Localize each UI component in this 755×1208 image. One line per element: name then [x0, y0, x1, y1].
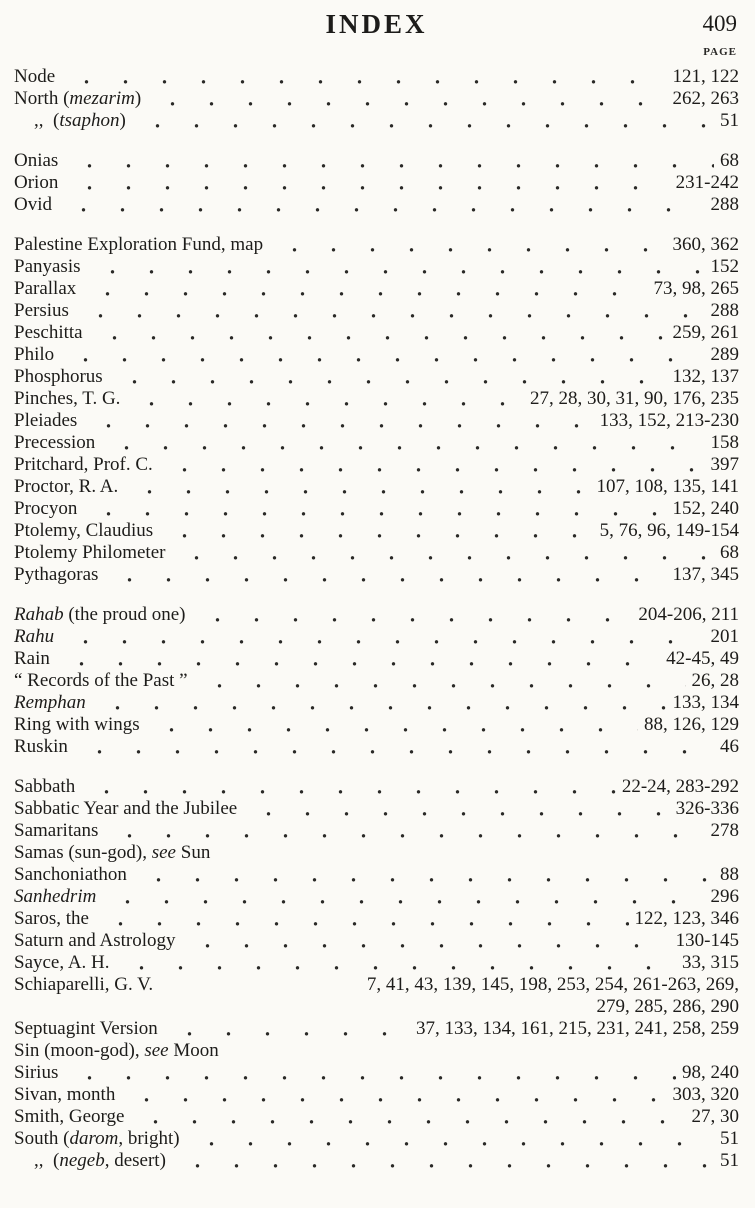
- entry-pages: 5, 76, 96, 149-154: [599, 520, 739, 541]
- index-entry: [14, 736, 739, 758]
- entry-label: Rahab (the proud one): [14, 604, 186, 625]
- entry-label: Ovid: [14, 194, 52, 215]
- entry-pages: 121, 122: [672, 66, 739, 87]
- index-entry: [14, 476, 739, 498]
- entry-pages: 397: [710, 454, 739, 475]
- page-title: INDEX: [325, 9, 428, 39]
- entry-label: Rahu: [14, 626, 55, 647]
- entry-label: Palestine Exploration Fund, map: [14, 234, 264, 255]
- dot-leader: [138, 110, 714, 132]
- index-entry-continuation: [14, 996, 739, 1018]
- entry-pages: 27, 28, 30, 31, 90, 176, 235: [530, 388, 739, 409]
- index-entry: [14, 1018, 739, 1040]
- dot-leader: [192, 1128, 714, 1150]
- entry-pages: 46: [720, 736, 739, 757]
- entry-label: Precession: [14, 432, 96, 453]
- entry-pages: 68: [720, 542, 739, 563]
- dot-leader: [165, 520, 594, 542]
- entry-label: Pinches, T. G.: [14, 388, 121, 409]
- entry-pages: 137, 345: [672, 564, 739, 585]
- entry-pages: 278: [710, 820, 739, 841]
- entry-label: Pythagoras: [14, 564, 99, 585]
- dot-leader: [136, 1106, 685, 1128]
- index-entry: [14, 564, 739, 586]
- entry-label: Philo: [14, 344, 55, 365]
- dot-leader: [70, 1062, 676, 1084]
- entry-label: Samas (sun-god), see Sun: [14, 842, 211, 863]
- dot-leader: [110, 564, 666, 586]
- entry-pages: 132, 137: [672, 366, 739, 387]
- dot-leader: [67, 66, 666, 88]
- dot-leader: [70, 150, 714, 172]
- entry-label: Sin (moon-god), see Moon: [14, 1040, 219, 1061]
- entry-pages: 288: [710, 300, 739, 321]
- entry-label: “ Records of the Past ”: [14, 670, 188, 691]
- index-entry: [14, 798, 739, 820]
- index-entry: [14, 776, 739, 798]
- index-entry: [14, 648, 739, 670]
- index-entry: [14, 1150, 739, 1172]
- dot-leader: [115, 366, 667, 388]
- entry-pages: 289: [710, 344, 739, 365]
- entry-label: Sirius: [14, 1062, 59, 1083]
- dot-leader: [249, 798, 669, 820]
- entry-label: Sabbatic Year and the Jubilee: [14, 798, 238, 819]
- entry-label: Orion: [14, 172, 59, 193]
- index-entry: [14, 1106, 739, 1128]
- entry-pages: 133, 152, 213-230: [599, 410, 739, 431]
- entry-label: Sanhedrim: [14, 886, 97, 907]
- entry-pages: 27, 30: [691, 1106, 739, 1127]
- index-entry: [14, 886, 739, 908]
- dot-leader: [101, 908, 629, 930]
- index-section: [14, 150, 739, 216]
- index-entry: [14, 278, 739, 300]
- entry-label: Ruskin: [14, 736, 68, 757]
- entry-pages: 152, 240: [672, 498, 739, 519]
- entry-label: Panyasis: [14, 256, 81, 277]
- dot-leader: [87, 776, 616, 798]
- entry-pages: 68: [720, 150, 739, 171]
- index-entry: [14, 604, 739, 626]
- entry-label: Onias: [14, 150, 59, 171]
- index-entry: [14, 256, 739, 278]
- entry-pages: 288: [710, 194, 739, 215]
- entry-label: Procyon: [14, 498, 78, 519]
- dot-leader: [80, 736, 714, 758]
- dot-leader: [188, 930, 670, 952]
- entry-pages: 262, 263: [672, 88, 739, 109]
- index-section: [14, 604, 739, 758]
- entry-pages: 51: [720, 1128, 739, 1149]
- index-entry: [14, 410, 739, 432]
- dot-leader: [139, 864, 714, 886]
- index-entry: [14, 66, 739, 88]
- column-header-page: PAGE: [703, 46, 737, 58]
- entry-label: Persius: [14, 300, 69, 321]
- dot-leader: [122, 952, 676, 974]
- entry-pages: 326-336: [675, 798, 739, 819]
- dot-leader: [107, 432, 704, 454]
- index-entry: [14, 234, 739, 256]
- index-entry: [14, 864, 739, 886]
- index-entry: [14, 388, 739, 410]
- entry-label: Samaritans: [14, 820, 99, 841]
- entry-pages: 37, 133, 134, 161, 215, 231, 241, 258, 259: [416, 1018, 739, 1039]
- entry-pages: 158: [710, 432, 739, 453]
- entry-label: ,, (tsaphon): [34, 110, 126, 131]
- entry-pages: 122, 123, 346: [634, 908, 739, 929]
- dot-leader: [108, 886, 704, 908]
- index-list: [14, 66, 739, 1172]
- dot-leader: [110, 820, 704, 842]
- dot-leader: [81, 300, 705, 322]
- entry-label: Pleiades: [14, 410, 78, 431]
- entry-pages: 22-24, 283-292: [621, 776, 739, 797]
- entry-pages: 98, 240: [682, 1062, 739, 1083]
- index-entry: [14, 842, 739, 864]
- entry-label: Sayce, A. H.: [14, 952, 110, 973]
- dot-leader: [66, 626, 704, 648]
- entry-pages: 231-242: [675, 172, 739, 193]
- index-entry: [14, 300, 739, 322]
- index-entry: [14, 344, 739, 366]
- dot-leader: [70, 172, 669, 194]
- entry-label: Sabbath: [14, 776, 76, 797]
- index-entry: [14, 1040, 739, 1062]
- dot-leader: [89, 410, 593, 432]
- entry-label: Remphan: [14, 692, 86, 713]
- index-entry: [14, 974, 739, 996]
- index-entry: [14, 150, 739, 172]
- entry-pages: 133, 134: [672, 692, 739, 713]
- entry-pages: 26, 28: [691, 670, 739, 691]
- index-section: [14, 66, 739, 132]
- index-entry: [14, 952, 739, 974]
- entry-pages: 88, 126, 129: [644, 714, 739, 735]
- index-entry: [14, 820, 739, 842]
- index-section: [14, 776, 739, 1172]
- index-entry: [14, 454, 739, 476]
- entry-label: North (mezarim): [14, 88, 142, 109]
- dot-leader: [198, 604, 633, 626]
- dot-leader: [178, 1150, 714, 1172]
- entry-pages: 279, 285, 286, 290: [596, 996, 739, 1017]
- entry-label: Peschitta: [14, 322, 83, 343]
- entry-pages: 303, 320: [672, 1084, 739, 1105]
- entry-pages: 152: [710, 256, 739, 277]
- dot-leader: [93, 256, 705, 278]
- dot-leader: [170, 1018, 410, 1040]
- dot-leader: [275, 234, 666, 256]
- entry-pages: 204-206, 211: [638, 604, 739, 625]
- entry-pages: 51: [720, 110, 739, 131]
- entry-label: Ptolemy, Claudius: [14, 520, 154, 541]
- entry-label: Saturn and Astrology: [14, 930, 176, 951]
- entry-pages: 130-145: [675, 930, 739, 951]
- dot-leader: [98, 692, 667, 714]
- dot-leader: [177, 542, 714, 564]
- dot-leader: [88, 278, 647, 300]
- index-entry: [14, 498, 739, 520]
- entry-pages: 88: [720, 864, 739, 885]
- entry-label: Schiaparelli, G. V.: [14, 974, 154, 995]
- index-entry: [14, 542, 739, 564]
- page-header: [14, 8, 739, 44]
- entry-label: Ring with wings: [14, 714, 140, 735]
- index-entry: [14, 1084, 739, 1106]
- entry-pages: 259, 261: [672, 322, 739, 343]
- entry-label: Saros, the: [14, 908, 89, 929]
- dot-leader: [132, 388, 524, 410]
- entry-label: Pritchard, Prof. C.: [14, 454, 153, 475]
- index-entry: [14, 670, 739, 692]
- entry-label: Ptolemy Philometer: [14, 542, 166, 563]
- dot-leader: [64, 194, 705, 216]
- index-entry: [14, 432, 739, 454]
- dot-leader: [130, 476, 590, 498]
- entry-label: Phosphorus: [14, 366, 103, 387]
- index-entry: [14, 110, 739, 132]
- entry-pages: 42-45, 49: [666, 648, 739, 669]
- dot-leader: [200, 670, 686, 692]
- index-entry: [14, 930, 739, 952]
- entry-label: Node: [14, 66, 56, 87]
- dot-leader: [153, 88, 666, 110]
- dot-leader: [127, 1084, 666, 1106]
- index-entry: [14, 88, 739, 110]
- entry-pages: 107, 108, 135, 141: [596, 476, 739, 497]
- dot-leader: [95, 322, 667, 344]
- entry-label: Septuagint Version: [14, 1018, 158, 1039]
- index-section: [14, 234, 739, 586]
- index-entry: [14, 908, 739, 930]
- index-entry: [14, 714, 739, 736]
- index-entry: [14, 194, 739, 216]
- index-entry: [14, 1128, 739, 1150]
- entry-pages: 360, 362: [672, 234, 739, 255]
- entry-pages: 73, 98, 265: [653, 278, 739, 299]
- dot-leader: [165, 454, 705, 476]
- dot-leader: [152, 714, 638, 736]
- dot-leader: [62, 648, 660, 670]
- index-entry: [14, 692, 739, 714]
- dot-leader: [66, 344, 704, 366]
- entry-pages: 51: [720, 1150, 739, 1171]
- entry-label: Sanchoniathon: [14, 864, 127, 885]
- index-entry: [14, 626, 739, 648]
- index-entry: [14, 172, 739, 194]
- index-entry: [14, 520, 739, 542]
- entry-pages: 33, 315: [682, 952, 739, 973]
- entry-label: Proctor, R. A.: [14, 476, 119, 497]
- entry-label: Smith, George: [14, 1106, 125, 1127]
- entry-label: South (darom, bright): [14, 1128, 180, 1149]
- dot-leader: [89, 498, 666, 520]
- entry-label: Rain: [14, 648, 50, 669]
- entry-label: Sivan, month: [14, 1084, 116, 1105]
- index-entry: [14, 1062, 739, 1084]
- entry-pages: 201: [710, 626, 739, 647]
- page-number: 409: [702, 11, 737, 36]
- entry-pages: 296: [710, 886, 739, 907]
- entry-pages: 7, 41, 43, 139, 145, 198, 253, 254, 261-263, 269,: [366, 974, 739, 995]
- index-entry: [14, 366, 739, 388]
- entry-label: ,, (negeb, desert): [34, 1150, 166, 1171]
- entry-label: Parallax: [14, 278, 77, 299]
- index-entry: [14, 322, 739, 344]
